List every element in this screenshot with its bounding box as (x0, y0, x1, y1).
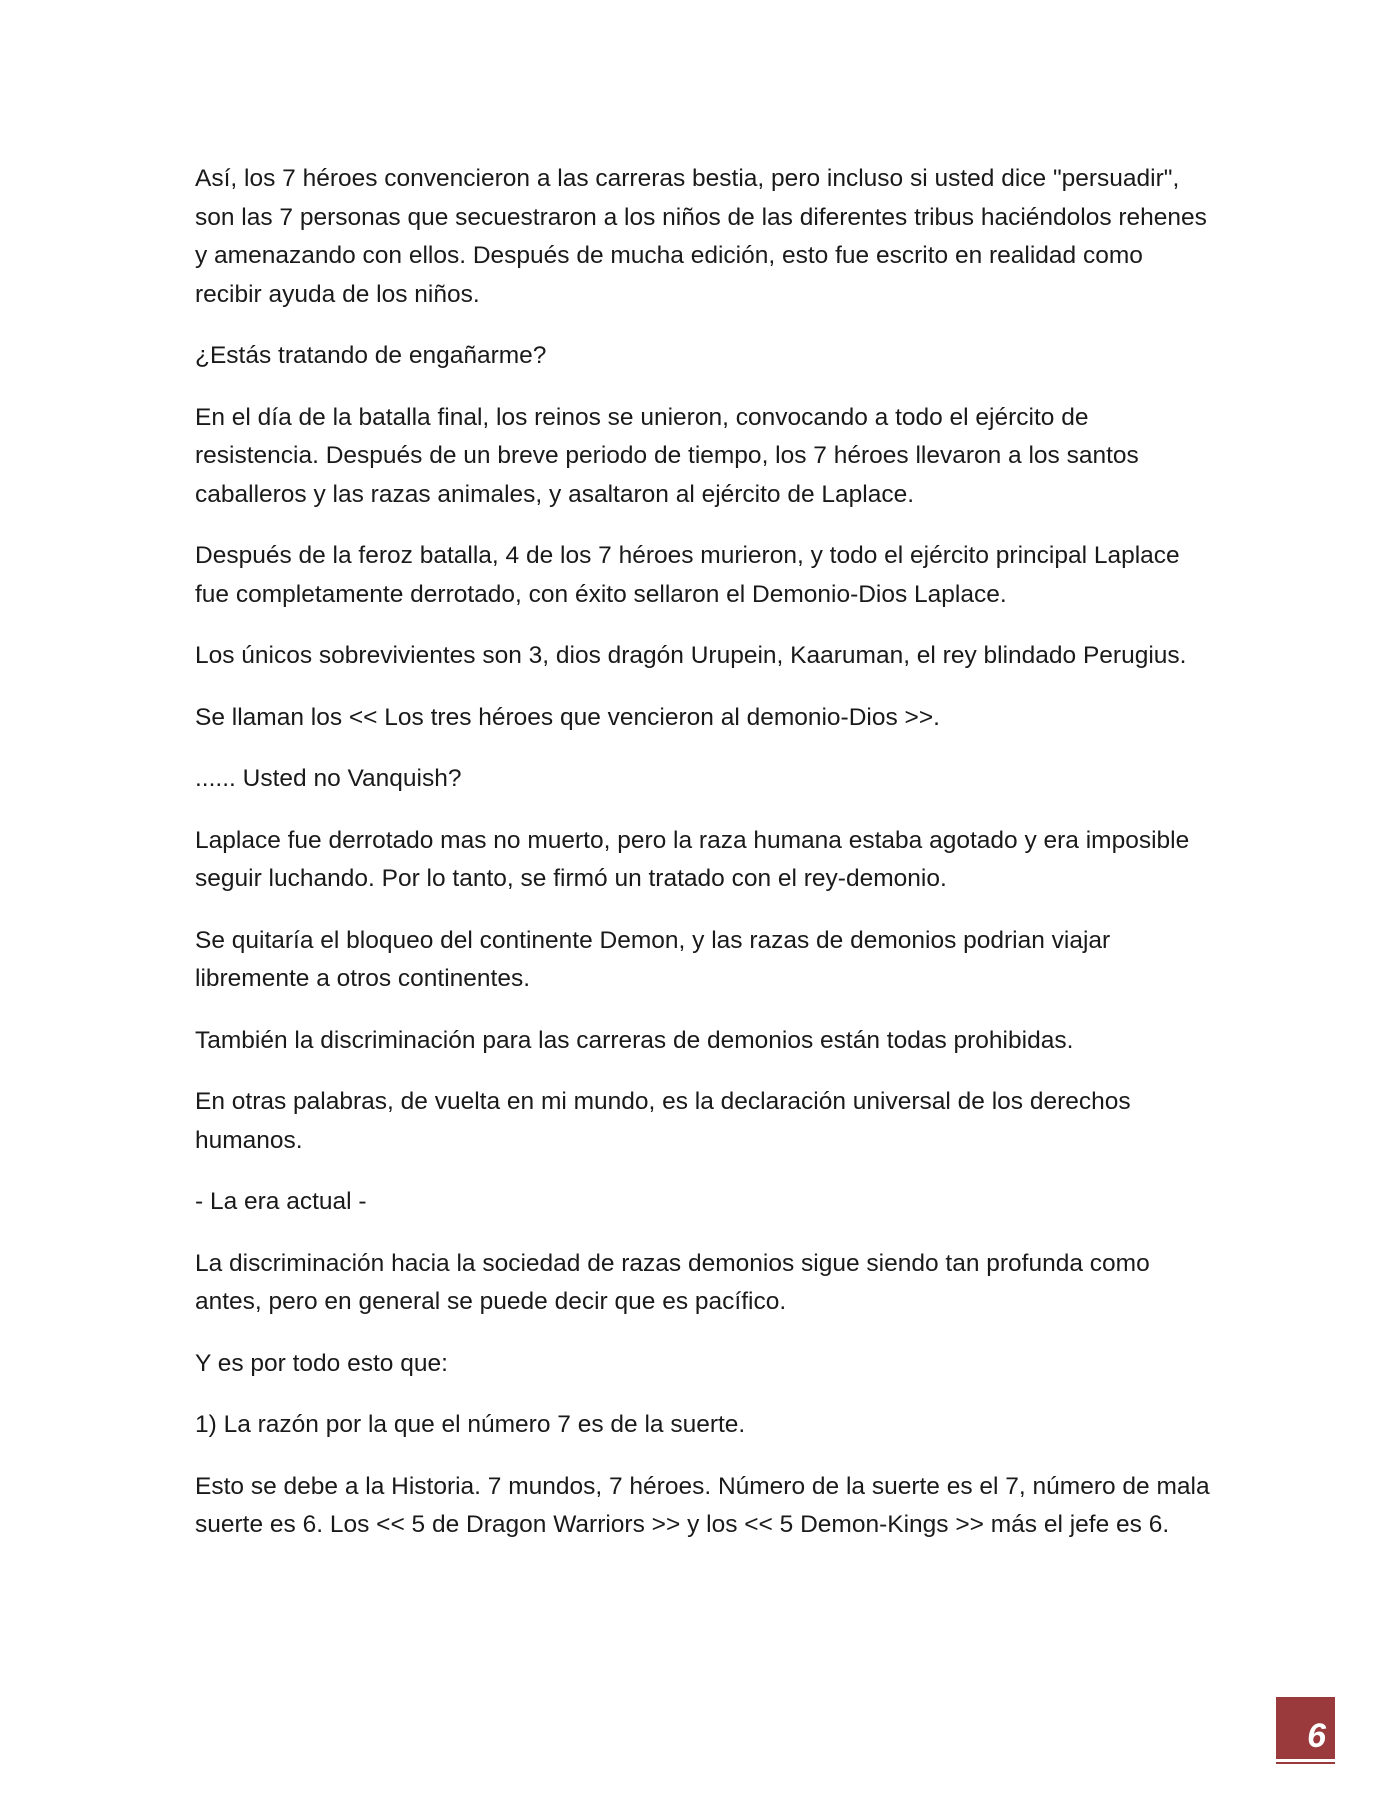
paragraph-4: Después de la feroz batalla, 4 de los 7 héroes murieron, y todo el ejército principal Laplace fue completamente derrotado, con éxito sellaron el Demonio-Dios Laplace. (195, 542, 1180, 608)
paragraph-10: También la discriminación para las carreras de demonios están todas prohibidas. (195, 1026, 1074, 1054)
document-body (195, 160, 1215, 1568)
page-number-underline (1276, 1762, 1335, 1764)
list-item-1: 1) La razón por la que el número 7 es de la suerte. (195, 1411, 746, 1438)
page-number-badge (1276, 1697, 1335, 1759)
paragraph-6: Se llaman los << Los tres héroes que vencieron al demonio-Dios >>. (195, 703, 940, 731)
paragraph-9: Se quitaría el bloqueo del continente Demon, y las razas de demonios podrian viajar libremente a otros continentes. (195, 926, 1111, 992)
paragraph-3: En el día de la batalla final, los reinos se unieron, convocando a todo el ejército de resistencia. Después de un breve periodo de tiempo, los 7 héroes llevaron a los santos caballeros y las razas animales, y asaltaron al ejército de Laplace. (195, 403, 1139, 508)
paragraph-1: Así, los 7 héroes convencieron a las carreras bestia, pero incluso si usted dice "persuadir", son las 7 personas que secuestraron a los niños de las diferentes tribus haciéndolos rehenes y amenazando con ellos. Después de mucha edición, esto fue escrito en realidad como recibir ayuda de los niños. (195, 165, 1207, 308)
page-number: 6 (1307, 1717, 1326, 1755)
paragraph-14: Y es por todo esto que: (195, 1349, 448, 1377)
paragraph-8: Laplace fue derrotado mas no muerto, pero la raza humana estaba agotado y era imposible seguir luchando. Por lo tanto, se firmó un tratado con el rey-demonio. (195, 826, 1190, 892)
paragraph-16: Esto se debe a la Historia. 7 mundos, 7 héroes. Número de la suerte es el 7, número de mala suerte es 6. Los << 5 de Dragon Warriors >> y los << 5 Demon-Kings >> más el jefe es 6. (195, 1472, 1210, 1538)
section-heading: - La era actual - (195, 1188, 367, 1215)
paragraph-5: Los únicos sobrevivientes son 3, dios dragón Urupein, Kaaruman, el rey blindado Perugius. (195, 642, 1187, 669)
paragraph-2: ¿Estás tratando de engañarme? (195, 342, 547, 369)
paragraph-13: La discriminación hacia la sociedad de razas demonios sigue siendo tan profunda como antes, pero en general se puede decir que es pacífico. (195, 1249, 1150, 1315)
paragraph-11: En otras palabras, de vuelta en mi mundo, es la declaración universal de los derechos humanos. (195, 1088, 1131, 1154)
paragraph-7: ...... Usted no Vanquish? (195, 765, 462, 792)
